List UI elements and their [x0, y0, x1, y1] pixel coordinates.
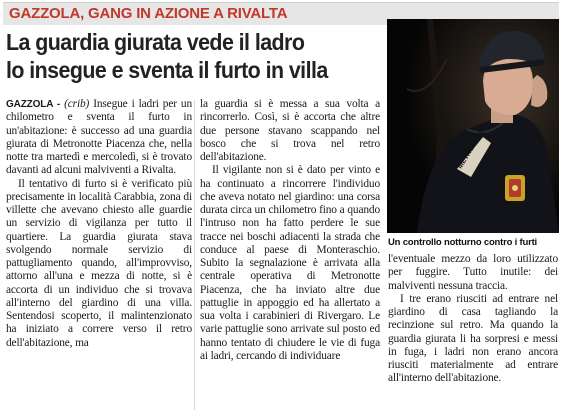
dateline: GAZZOLA -	[6, 99, 61, 110]
article-paragraph: Il vigilante non si è dato per vinto e ha continuato a rincorrere l'individuo che aveva notato nel giardino: una corsa durata circa un chilometro fino a quando l'intruso non ha fatto perdere le sue tracce nei boschi adiacenti la strada che conduce al paese di Monteraschio. Subito la segnalazione è arrivata alla centrale operativa di Metronotte Piacenza, che ha inviato altre due pattuglie in appoggio ed ha allertato a sua volta i carabinieri di Rivergaro. Le varie pattuglie sono arrivate sul posto ed hanno tentato di chiudere le vie di fuga ai ladri, cercando di individuare	[200, 164, 380, 362]
column-divider	[194, 100, 195, 410]
article-paragraph	[6, 98, 192, 178]
kicker: GAZZOLA, GANG IN AZIONE A RIVALTA	[9, 5, 288, 22]
badge-text: METRONOTTE	[456, 124, 489, 171]
article-column-3	[388, 253, 558, 386]
article-paragraph: Il tentativo di furto si è verificato più precisamente in località Carabbia, zona di villette che avevano chiesto alle guardie un servizio di vigilanza per tutto il quartiere. La guardia giurata stava svolgendo normale servizio di pattugliamento quando, all'improvviso, attorno all'una e mezza di notte, si è accorta di un individuo che si trovava all'interno del giardino di una villa. Sentendosi scoperto, il malintenzionato ha iniziato a correre verso il retro dell'abitazione, ma	[6, 177, 192, 349]
article-column-1	[6, 98, 192, 350]
article-paragraph: l'eventuale mezzo da loro utilizzato per fuggire. Tutto inutile: dei malviventi nessuna traccia.	[388, 253, 558, 292]
photo-caption: Un controllo notturno contro i furti	[388, 237, 537, 248]
byline: (crib)	[64, 98, 90, 110]
headline-line-1: La guardia giurata vede il ladro	[6, 29, 305, 55]
headline	[6, 28, 386, 84]
article-column-2	[200, 98, 380, 363]
photo-security-guard	[387, 19, 559, 233]
headline-line-2: lo insegue e sventa il furto in villa	[6, 57, 328, 83]
article-paragraph: la guardia si è messa a sua volta a rincorrerlo. Così, si è accorta che altre due persone stavano scappando nel bosco che si trova nel retro dell'abitazione.	[200, 98, 380, 163]
article-paragraph: I tre erano riusciti ad entrare nel giardino di casa tagliando la recinzione sul retro. Ma quando la guardia giurata li ha sorpresi e messi in fuga, i ladri non erano ancora riusciti materialmente ad entrare all'interno dell'abitazione.	[388, 292, 558, 385]
article-text: Insegue i ladri per un chilometro e sventa il furto in un'abitazione: è successo ad una guardia giurata di Metronotte Piacenza che, nella notte tra martedì e mercoledì, si è trovato davanti ad alcuni malviventi a Rivalta.	[6, 98, 193, 177]
